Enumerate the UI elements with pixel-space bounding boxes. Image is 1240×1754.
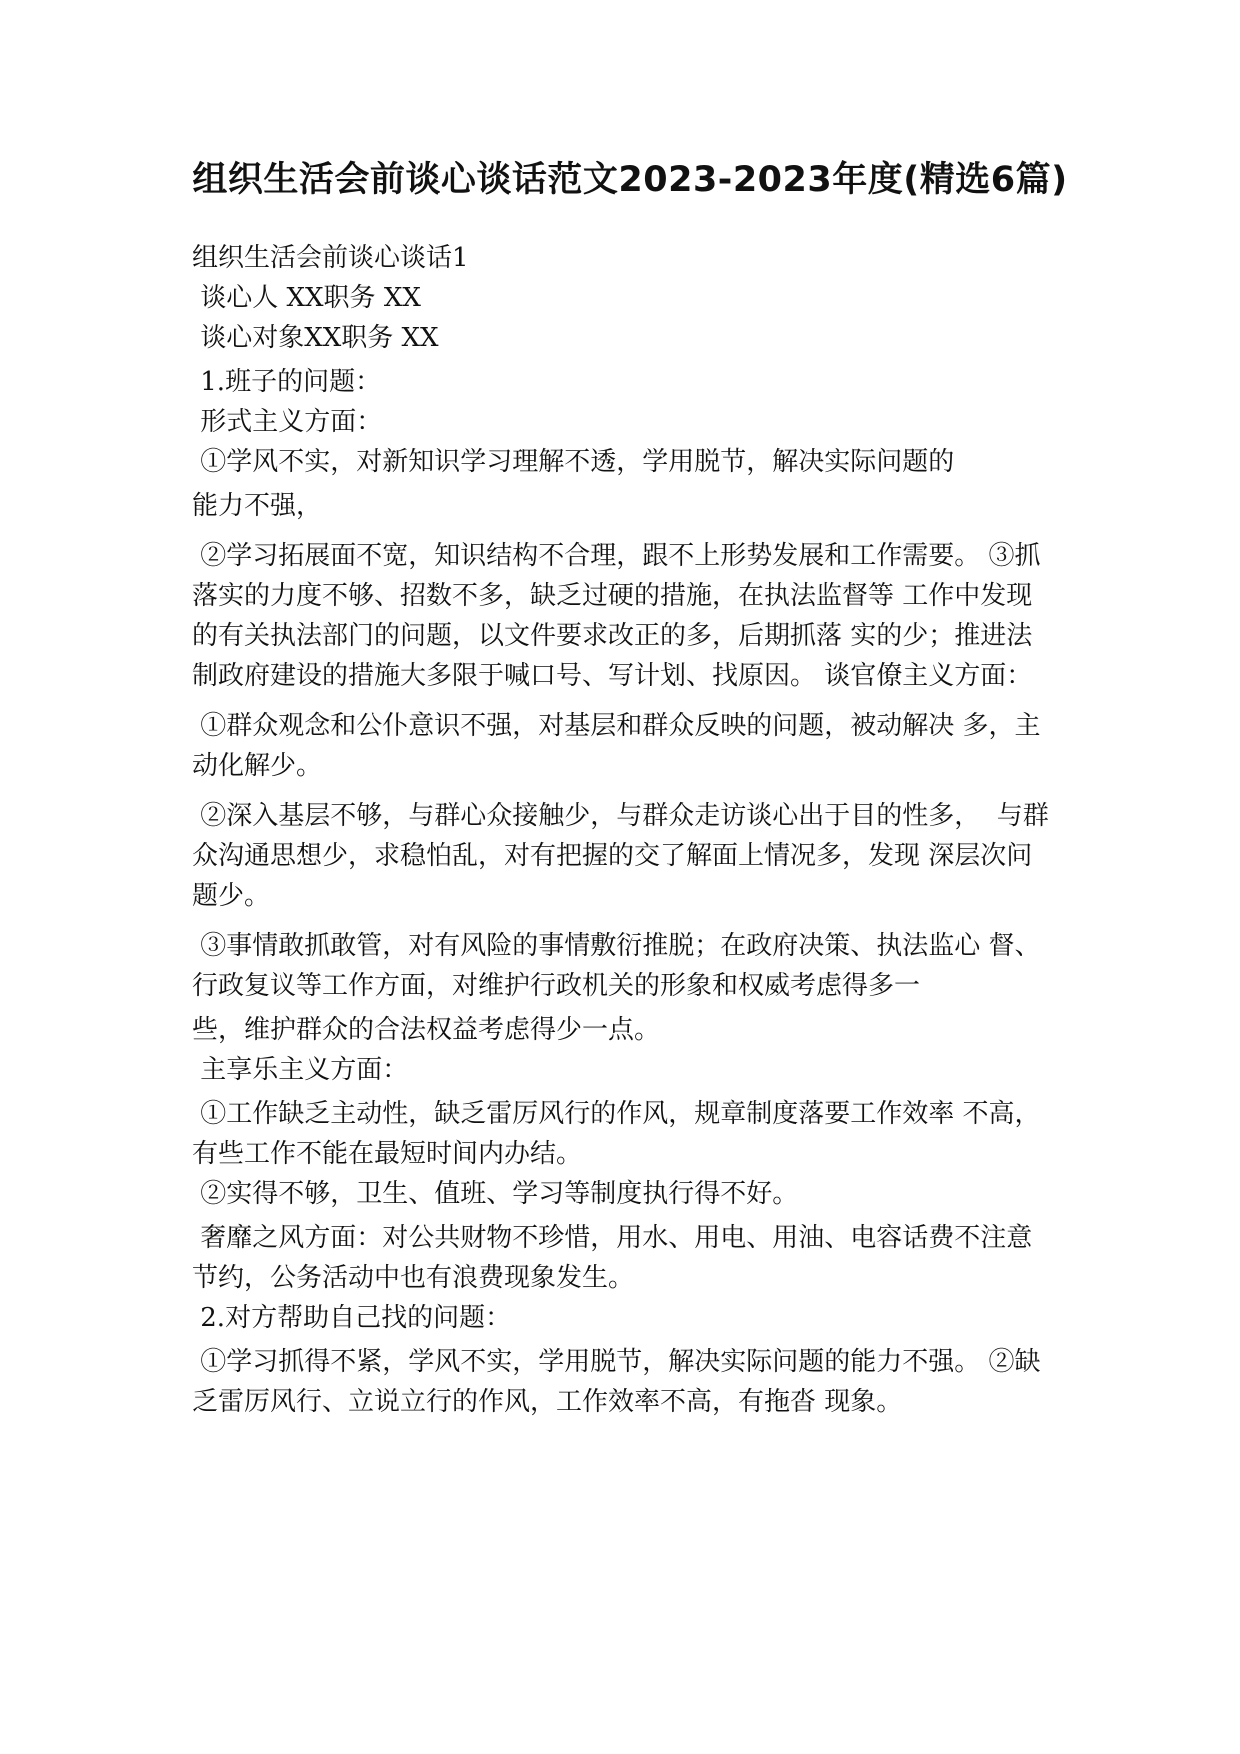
paragraph: ①工作缺乏主动性，缺乏雷厉风行的作风，规章制度落要工作效率 不高，有些工作不能在最短时间内办结。	[192, 1099, 1041, 1169]
paragraph: 主享乐主义方面：	[192, 1055, 409, 1085]
paragraph: ①学习抓得不紧，学风不实，学用脱节，解决实际问题的能力不强。 ②缺乏雷厉风行、立说立行的作风，工作效率不高，有拖沓 现象。	[192, 1347, 1041, 1417]
document-body	[192, 238, 1054, 1422]
paragraph: ②深入基层不够，与群心众接触少，与群众走访谈心出于目的性多， 与群众沟通思想少，求稳怕乱，对有把握的交了解面上情况多，发现 深层次问题少。	[192, 801, 1049, 911]
paragraph: 能力不强，	[192, 491, 323, 521]
paragraph: ①学风不实，对新知识学习理解不透，学用脱节，解决实际问题的	[192, 447, 955, 477]
document-title: 组织生活会前谈心谈话范文2023-2023年度(精选6篇)	[192, 160, 1068, 200]
paragraph: 1.班子的问题：	[192, 367, 382, 397]
paragraph: 2.对方帮助自己找的问题：	[192, 1303, 512, 1333]
paragraph: 些，维护群众的合法权益考虑得少一点。	[192, 1015, 661, 1045]
paragraph: ③事情敢抓敢管，对有风险的事情敷衍推脱；在政府决策、执法监心 督、行政复议等工作方面，对维护行政机关的形象和权威考虑得多一	[192, 931, 1041, 1001]
paragraph: ①群众观念和公仆意识不强，对基层和群众反映的问题，被动解决 多，主动化解少。	[192, 711, 1041, 781]
paragraph: ②学习拓展面不宽，知识结构不合理，跟不上形势发展和工作需要。 ③抓落实的力度不够、招数不多，缺乏过硬的措施，在执法监督等 工作中发现的有关执法部门的问题，以文件要求改正的多，后期抓落 实的少；推进法制政府建设的措施大多限于喊口号、写计划、找原因。 谈官僚主义方面：	[192, 541, 1041, 691]
target-line: 谈心对象XX职务 XX	[192, 323, 439, 353]
paragraph: ②实得不够，卫生、值班、学习等制度执行得不好。	[192, 1179, 799, 1209]
paragraph: 形式主义方面：	[192, 407, 383, 437]
section-heading: 组织生活会前谈心谈话1	[192, 243, 469, 273]
speaker-line: 谈心人 XX职务 XX	[192, 283, 421, 313]
paragraph: 奢靡之风方面：对公共财物不珍惜，用水、用电、用油、电容话费不注意节约，公务活动中也有浪费现象发生。	[192, 1223, 1033, 1293]
